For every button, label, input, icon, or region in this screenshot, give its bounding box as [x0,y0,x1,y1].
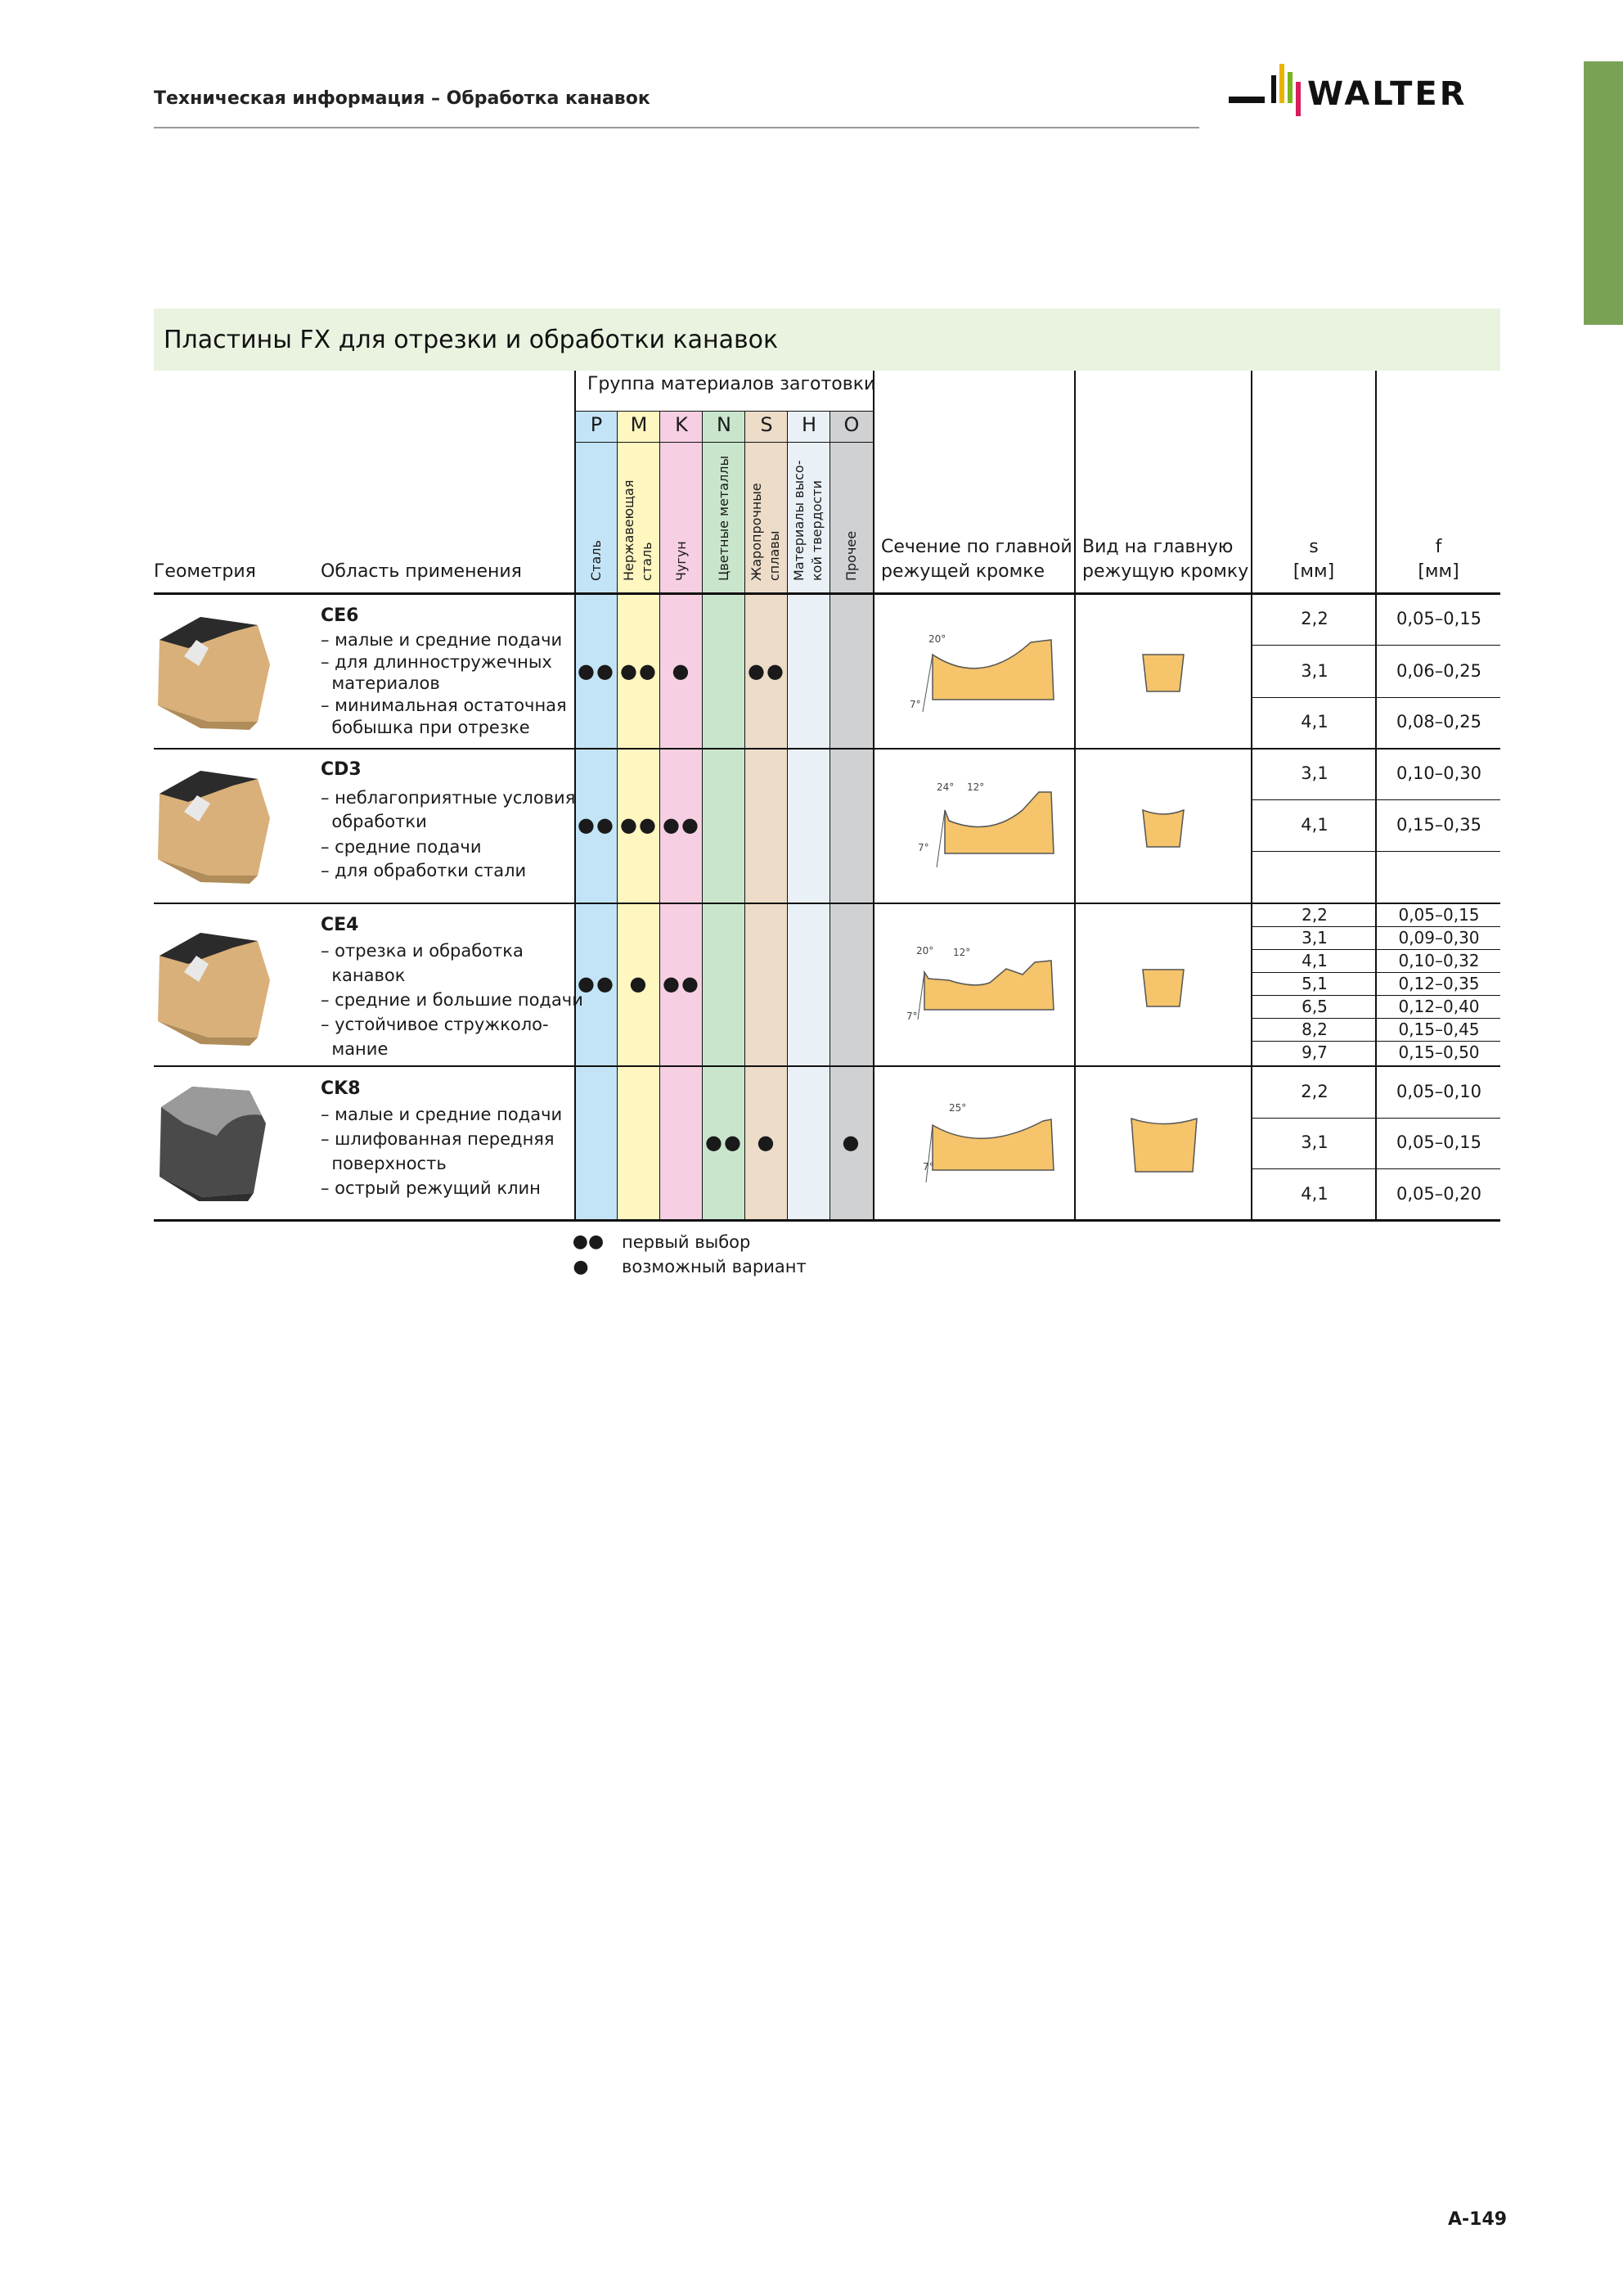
sub-line [1252,697,1500,698]
s-val: 4,1 [1301,1184,1329,1204]
mat-name-O: Прочее [843,530,859,581]
row-sep [154,1065,1500,1067]
app-line: – средние подачи [321,837,482,857]
app-line: – шлифованная передняя [321,1129,555,1149]
f-val: 0,10–0,30 [1396,763,1481,783]
row-sep-bottom [154,1219,1500,1222]
app-line: – устойчивое стружколо- [321,1015,549,1034]
legend-text-possible: возможный вариант [622,1257,807,1276]
mat-letter-P: P [590,413,603,436]
svg-text:12°: 12° [967,781,985,793]
f-val: 0,09–0,30 [1398,928,1480,948]
vline [829,412,830,1220]
s-val: 3,1 [1301,763,1329,783]
f-val: 0,05–0,15 [1396,1132,1481,1152]
cross-section-ck8 [900,1088,1063,1190]
legend-text-first: первый выбор [622,1232,751,1252]
f-val: 0,05–0,15 [1396,609,1481,628]
app-line: – неблагоприятные условия [321,788,576,808]
f-val: 0,12–0,35 [1398,974,1480,993]
s-val: 9,7 [1302,1042,1328,1062]
dot-ce4-K: ●● [663,972,700,995]
mat-name-N: Цветные металлы [716,455,731,581]
app-line: канавок [321,966,406,985]
cross-section-cd3 [900,776,1063,877]
product-name-ce4: CE4 [321,915,359,935]
mat-name-P: Сталь [588,540,604,581]
mat-name-M: Нержавеющая сталь [621,479,654,581]
edge-view-ce4 [1139,966,1188,1014]
hline [574,411,874,412]
mat-letter-H: H [801,413,817,436]
app-line: – отрезка и обработка [321,941,524,961]
cross-section-ce4 [900,938,1063,1039]
mat-letter-M: M [630,413,648,436]
svg-text:WALTER: WALTER [1307,75,1468,113]
mat-name-K: Чугун [673,541,689,581]
svg-text:25°: 25° [949,1102,967,1114]
header-title: Техническая информация – Обработка канавок [154,88,650,109]
insert-image-ck8 [151,1078,274,1204]
f-val: 0,08–0,25 [1396,712,1481,732]
sub-line [1252,645,1500,646]
group-header: Группа материалов заготовки [587,374,876,394]
dot-ck8-N: ●● [705,1131,743,1154]
app-line: – минимальная остаточная [321,696,567,715]
vline [1074,371,1076,1220]
col-s-1: s [1309,537,1319,557]
s-val: 3,1 [1302,928,1328,948]
edge-view-cd3 [1139,806,1188,854]
col-application: Область применения [321,561,522,582]
s-val: 5,1 [1302,974,1328,993]
app-line: бобышка при отрезке [321,718,530,737]
col-geometry: Геометрия [154,561,256,582]
app-line: – для обработки стали [321,861,527,880]
hline [574,442,874,443]
s-val: 2,2 [1302,905,1328,925]
f-val: 0,05–0,15 [1398,905,1480,925]
sub-line [1252,851,1500,852]
app-line: – малые и средние подачи [321,1105,563,1124]
app-line: – для длинностружечных [321,652,552,672]
cross-section-ce6 [900,622,1063,723]
f-val: 0,12–0,40 [1398,997,1480,1016]
mat-letter-O: O [843,413,860,436]
f-val: 0,10–0,32 [1398,951,1480,970]
app-line: поверхность [321,1154,447,1173]
svg-text:7°: 7° [923,1161,934,1173]
dot-ce4-P: ●● [578,972,615,995]
vline [787,412,788,1220]
dot-ce6-K: ● [672,660,691,682]
s-val: 3,1 [1301,1132,1329,1152]
dot-ce6-M: ●● [620,660,658,682]
app-line: – средние и большие подачи [321,990,583,1010]
s-val: 4,1 [1301,815,1329,835]
f-val: 0,05–0,20 [1396,1184,1481,1204]
dot-ck8-O: ● [842,1131,861,1154]
svg-text:24°: 24° [937,781,955,793]
col-section-1: Сечение по главной [881,537,1072,557]
svg-text:7°: 7° [910,699,921,710]
insert-image-cd3 [151,761,274,887]
svg-text:20°: 20° [916,945,934,957]
insert-image-ce4 [151,923,274,1049]
app-line: – острый режущий клин [321,1178,541,1198]
dot-ck8-S: ● [757,1131,776,1154]
vline [873,371,874,1220]
col-f-1: f [1435,537,1442,557]
col-s-2: [мм] [1293,561,1335,582]
app-line: – малые и средние подачи [321,630,563,650]
section-title: Пластины FX для отрезки и обработки канавок [164,326,779,354]
f-val: 0,15–0,35 [1396,815,1481,835]
dot-ce6-S: ●● [748,660,785,682]
col-view-2: режущую кромку [1082,561,1249,582]
legend-symbol-first: ●● [572,1231,605,1252]
svg-text:7°: 7° [918,842,929,853]
insert-image-ce6 [151,607,274,733]
dot-ce6-P: ●● [578,660,615,682]
sub-line [1252,1168,1500,1169]
app-line: мание [321,1039,389,1059]
edge-view-ce6 [1139,651,1188,699]
edge-view-ck8 [1127,1114,1201,1179]
col-f-2: [мм] [1418,561,1459,582]
app-line: обработки [321,812,427,831]
mat-letter-K: K [675,413,688,436]
mat-letter-N: N [717,413,731,436]
vline [744,412,745,1220]
row-sep [154,748,1500,750]
mat-name-S: Жаропрочные сплавы [749,483,782,581]
s-val: 4,1 [1302,951,1328,970]
s-val: 6,5 [1302,997,1328,1016]
s-val: 2,2 [1301,609,1329,628]
svg-text:20°: 20° [928,633,946,645]
col-view-1: Вид на главную [1082,537,1234,557]
mat-letter-S: S [760,413,773,436]
col-section-2: режущей кромке [881,561,1045,582]
dot-cd3-P: ●● [578,813,615,836]
product-name-cd3: CD3 [321,759,362,780]
product-name-ck8: CK8 [321,1078,361,1099]
hline-header [154,592,1500,595]
page-number: A-149 [1448,2209,1508,2230]
mat-name-H: Материалы высо- кой твердости [791,460,825,581]
svg-text:12°: 12° [953,947,971,958]
s-val: 3,1 [1301,661,1329,681]
f-val: 0,15–0,50 [1398,1042,1480,1062]
f-val: 0,06–0,25 [1396,661,1481,681]
s-val: 2,2 [1301,1082,1329,1101]
dot-cd3-M: ●● [620,813,658,836]
sub-line [1252,1118,1500,1119]
product-name-ce6: CE6 [321,606,359,626]
app-line: материалов [321,673,440,693]
legend-symbol-possible: ● [573,1257,589,1277]
s-val: 4,1 [1301,712,1329,732]
dot-ce4-M: ● [629,972,649,995]
f-val: 0,05–0,10 [1396,1082,1481,1101]
sub-line [1252,799,1500,800]
s-val: 8,2 [1302,1020,1328,1039]
f-val: 0,15–0,45 [1398,1020,1480,1039]
dot-cd3-K: ●● [663,813,700,836]
svg-text:7°: 7° [906,1011,918,1022]
